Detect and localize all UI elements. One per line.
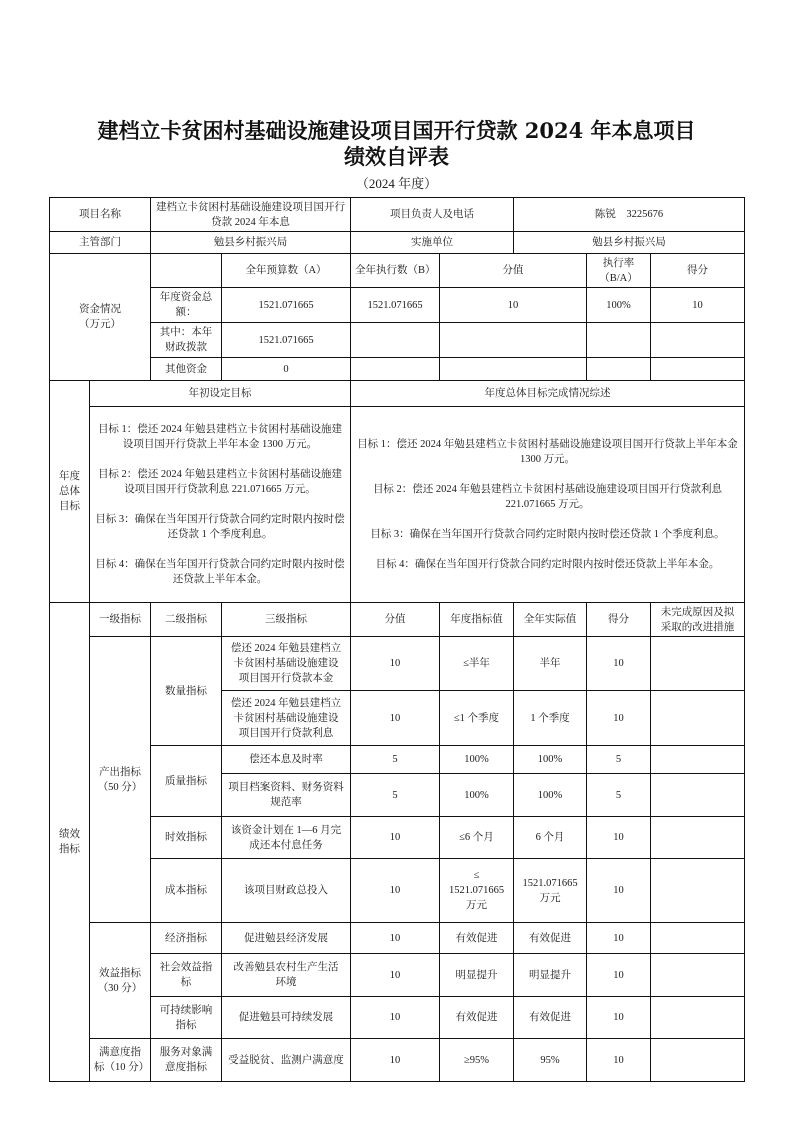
funding-header-executed: 全年执行数（B） bbox=[351, 254, 440, 288]
indicator-actual: 明显提升 bbox=[514, 954, 587, 997]
funding-row-score: 10 bbox=[651, 288, 745, 323]
indicator-level3: 偿还 2024 年勉县建档立 卡贫困村基础设施建设 项目国开行贷款利息 bbox=[222, 691, 351, 746]
project-name-label: 项目名称 bbox=[50, 198, 151, 232]
implementing-unit-value: 勉县乡村振兴局 bbox=[514, 232, 745, 254]
indicator-row bbox=[50, 817, 745, 859]
indicator-level2: 成本指标 bbox=[151, 859, 222, 923]
indicator-target: ≤6 个月 bbox=[440, 817, 514, 859]
indicator-reason bbox=[651, 746, 745, 774]
summary-goal: 目标 2：偿还 2024 年勉县建档立卡贫困村基础设施建设项目国开行贷款利息 221.071665 万元。 bbox=[372, 484, 723, 510]
indicator-score: 10 bbox=[587, 997, 651, 1039]
indicator-weight: 10 bbox=[351, 1039, 440, 1082]
indicator-row bbox=[50, 746, 745, 774]
indicator-score: 10 bbox=[587, 1039, 651, 1082]
funding-row-budget: 0 bbox=[222, 358, 351, 381]
indicator-level2: 社会效益指 标 bbox=[151, 954, 222, 997]
funding-row bbox=[50, 323, 745, 358]
indicator-row bbox=[50, 997, 745, 1039]
indicator-reason bbox=[651, 774, 745, 817]
indicator-actual: 6 个月 bbox=[514, 817, 587, 859]
funding-row-executed bbox=[351, 358, 440, 381]
funding-row-executed bbox=[351, 323, 440, 358]
funding-row-score bbox=[651, 358, 745, 381]
indicator-level2: 经济指标 bbox=[151, 923, 222, 954]
funding-row-weight bbox=[440, 323, 587, 358]
indicator-row bbox=[50, 923, 745, 954]
project-name-row bbox=[50, 198, 745, 232]
indicator-level3: 受益脱贫、监测户满意度 bbox=[222, 1039, 351, 1082]
indicator-row bbox=[50, 1039, 745, 1082]
indicator-actual: 95% bbox=[514, 1039, 587, 1082]
document-subtitle: （2024 年度） bbox=[355, 176, 438, 191]
indicator-actual: 有效促进 bbox=[514, 923, 587, 954]
funding-row-label: 其他资金 bbox=[151, 358, 222, 381]
funding-row-label: 其中：本年 财政拨款 bbox=[151, 323, 222, 358]
project-leader-value: 陈锐 3225676 bbox=[514, 198, 745, 232]
indicator-level3: 改善勉县农村生产生活 环境 bbox=[222, 954, 351, 997]
funding-row-weight: 10 bbox=[440, 288, 587, 323]
funding-label: 资金情况 （万元） bbox=[50, 254, 151, 381]
funding-header-budget: 全年预算数（A） bbox=[222, 254, 351, 288]
funding-row-rate bbox=[587, 358, 651, 381]
indicator-level3: 该项目财政总投入 bbox=[222, 859, 351, 923]
department-value: 勉县乡村振兴局 bbox=[151, 232, 351, 254]
indicator-weight: 10 bbox=[351, 859, 440, 923]
funding-row-rate: 100% bbox=[587, 288, 651, 323]
indicator-level2: 数量指标 bbox=[151, 637, 222, 746]
indicator-reason bbox=[651, 954, 745, 997]
indicator-actual: 半年 bbox=[514, 637, 587, 691]
document-title: 建档立卡贫困村基础设施建设项目国开行贷款 2024 年本息项目 绩效自评表 bbox=[97, 118, 696, 169]
indicator-target: 100% bbox=[440, 774, 514, 817]
indicator-weight: 10 bbox=[351, 691, 440, 746]
planned-goal: 目标 4：确保在当年国开行贷款合同约定时限内按时偿还贷款上半年本金。 bbox=[95, 559, 345, 585]
funding-header-row bbox=[50, 254, 745, 288]
funding-row-rate bbox=[587, 323, 651, 358]
funding-row bbox=[50, 288, 745, 323]
indicator-level3: 偿还本息及时率 bbox=[222, 746, 351, 774]
indicator-level2: 可持续影响 指标 bbox=[151, 997, 222, 1039]
indicator-actual: 1521.071665 万元 bbox=[514, 859, 587, 923]
indicator-actual: 1 个季度 bbox=[514, 691, 587, 746]
indicator-reason bbox=[651, 923, 745, 954]
indicator-score: 10 bbox=[587, 859, 651, 923]
group-output: 产出指标 （50 分） bbox=[90, 637, 151, 923]
indicator-reason bbox=[651, 691, 745, 746]
header-actual: 全年实际值 bbox=[514, 603, 587, 637]
indicator-score: 10 bbox=[587, 817, 651, 859]
indicator-target: ≤1 个季度 bbox=[440, 691, 514, 746]
indicator-target: 有效促进 bbox=[440, 997, 514, 1039]
indicator-score: 10 bbox=[587, 923, 651, 954]
funding-header-weight: 分值 bbox=[440, 254, 587, 288]
funding-row-budget: 1521.071665 bbox=[222, 323, 351, 358]
funding-row-weight bbox=[440, 358, 587, 381]
indicator-score: 5 bbox=[587, 774, 651, 817]
indicator-score: 10 bbox=[587, 637, 651, 691]
indicator-score: 5 bbox=[587, 746, 651, 774]
project-name-value: 建档立卡贫困村基础设施建设项目国开行贷款 2024 年本息 bbox=[151, 198, 351, 232]
group-satisfaction: 满意度指 标（10 分） bbox=[90, 1039, 151, 1082]
indicator-level2: 质量指标 bbox=[151, 746, 222, 817]
summary-goal: 目标 1：偿还 2024 年勉县建档立卡贫困村基础设施建设项目国开行贷款上半年本金 1300 万元。 bbox=[357, 439, 738, 465]
header-weight: 分值 bbox=[351, 603, 440, 637]
planned-goal: 目标 1：偿还 2024 年勉县建档立卡贫困村基础设施建设项目国开行贷款上半年本金 1300 万元。 bbox=[97, 424, 343, 450]
goals-summary-header: 年度总体目标完成情况综述 bbox=[351, 381, 745, 407]
department-label: 主管部门 bbox=[50, 232, 151, 254]
header-level1: 一级指标 bbox=[90, 603, 151, 637]
header-reason: 未完成原因及拟 采取的改进措施 bbox=[651, 603, 745, 637]
self-evaluation-table bbox=[49, 197, 745, 1082]
department-row bbox=[50, 232, 745, 254]
indicator-level3: 促进勉县经济发展 bbox=[222, 923, 351, 954]
indicator-target: 明显提升 bbox=[440, 954, 514, 997]
indicator-actual: 有效促进 bbox=[514, 997, 587, 1039]
summary-goal: 目标 4：确保在当年国开行贷款合同约定时限内按时偿还贷款上半年本金。 bbox=[375, 559, 720, 570]
indicator-row bbox=[50, 637, 745, 691]
indicator-level3: 项目档案资料、财务资料 规范率 bbox=[222, 774, 351, 817]
indicator-level3: 偿还 2024 年勉县建档立 卡贫困村基础设施建设 项目国开行贷款本金 bbox=[222, 637, 351, 691]
indicator-row bbox=[50, 954, 745, 997]
funding-row-budget: 1521.071665 bbox=[222, 288, 351, 323]
indicator-target: ≥95% bbox=[440, 1039, 514, 1082]
indicator-reason bbox=[651, 637, 745, 691]
goals-summary bbox=[351, 407, 745, 603]
indicator-actual: 100% bbox=[514, 746, 587, 774]
indicator-target: 有效促进 bbox=[440, 923, 514, 954]
indicator-weight: 10 bbox=[351, 817, 440, 859]
indicator-weight: 5 bbox=[351, 774, 440, 817]
header-score: 得分 bbox=[587, 603, 651, 637]
indicator-reason bbox=[651, 1039, 745, 1082]
header-target: 年度指标值 bbox=[440, 603, 514, 637]
indicator-target: 100% bbox=[440, 746, 514, 774]
summary-goal: 目标 3：确保在当年国开行贷款合同约定时限内按时偿还贷款 1 个季度利息。 bbox=[370, 529, 725, 540]
indicator-level3: 促进勉县可持续发展 bbox=[222, 997, 351, 1039]
funding-row-executed: 1521.071665 bbox=[351, 288, 440, 323]
funding-row bbox=[50, 358, 745, 381]
planned-goal: 目标 3：确保在当年国开行贷款合同约定时限内按时偿还贷款 1 个季度利息。 bbox=[95, 514, 345, 540]
funding-row-score bbox=[651, 323, 745, 358]
indicator-score: 10 bbox=[587, 691, 651, 746]
implementing-unit-label: 实施单位 bbox=[351, 232, 514, 254]
indicator-row bbox=[50, 859, 745, 923]
planned-goals-header: 年初设定目标 bbox=[90, 381, 351, 407]
group-benefit: 效益指标 （30 分） bbox=[90, 923, 151, 1039]
planned-goals bbox=[90, 407, 351, 603]
planned-goal: 目标 2：偿还 2024 年勉县建档立卡贫困村基础设施建设项目国开行贷款利息 221.071665 万元。 bbox=[97, 469, 343, 495]
header-level3: 三级指标 bbox=[222, 603, 351, 637]
indicator-reason bbox=[651, 817, 745, 859]
annual-goals-row bbox=[50, 407, 745, 603]
indicator-weight: 10 bbox=[351, 637, 440, 691]
annual-goals-header-row bbox=[50, 381, 745, 407]
funding-header-score: 得分 bbox=[651, 254, 745, 288]
indicator-reason bbox=[651, 859, 745, 923]
indicator-weight: 5 bbox=[351, 746, 440, 774]
project-leader-label: 项目负责人及电话 bbox=[351, 198, 514, 232]
indicator-target: ≤ 1521.071665 万元 bbox=[440, 859, 514, 923]
indicator-actual: 100% bbox=[514, 774, 587, 817]
indicator-level2: 服务对象满 意度指标 bbox=[151, 1039, 222, 1082]
annual-goals-label: 年度 总体 目标 bbox=[50, 381, 90, 603]
performance-header-row bbox=[50, 603, 745, 637]
indicator-level2: 时效指标 bbox=[151, 817, 222, 859]
indicator-level3: 该资金计划在 1—6 月完 成还本付息任务 bbox=[222, 817, 351, 859]
indicator-weight: 10 bbox=[351, 923, 440, 954]
indicator-target: ≤半年 bbox=[440, 637, 514, 691]
indicator-reason bbox=[651, 997, 745, 1039]
funding-header-rate: 执行率 （B/A） bbox=[587, 254, 651, 288]
performance-label: 绩效 指标 bbox=[50, 603, 90, 1082]
indicator-weight: 10 bbox=[351, 954, 440, 997]
indicator-weight: 10 bbox=[351, 997, 440, 1039]
header-level2: 二级指标 bbox=[151, 603, 222, 637]
funding-header-blank bbox=[151, 254, 222, 288]
funding-row-label: 年度资金总 额： bbox=[151, 288, 222, 323]
indicator-score: 10 bbox=[587, 954, 651, 997]
